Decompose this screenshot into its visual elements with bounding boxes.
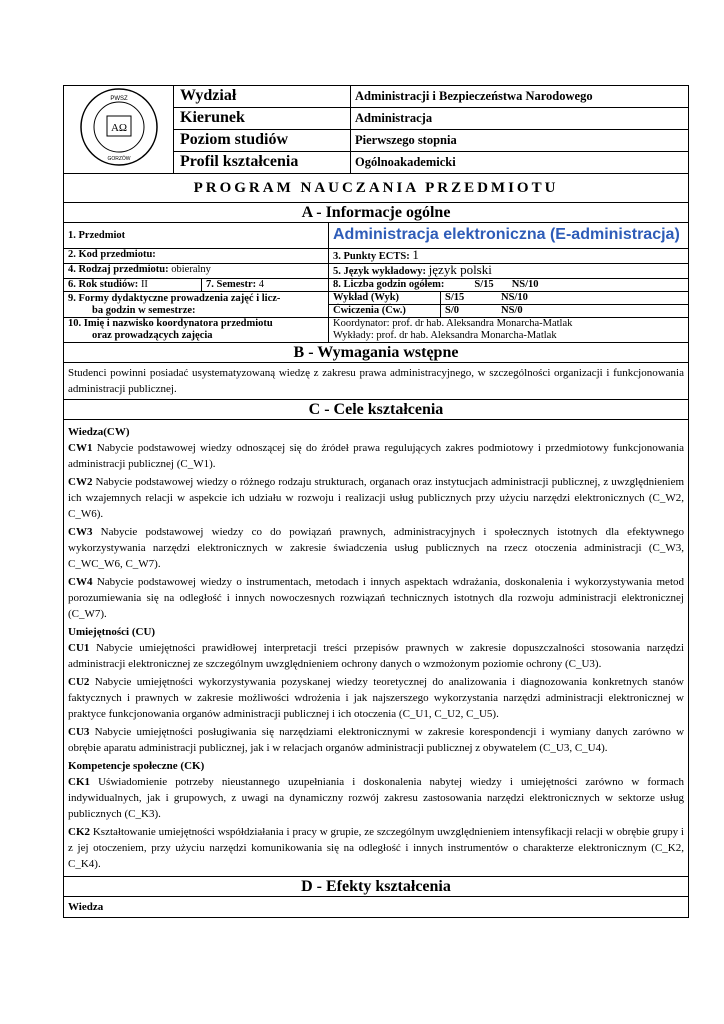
- seal-icon: [71, 86, 167, 168]
- header-key: Profil kształcenia: [174, 152, 351, 174]
- jezyk-label: 5. Język wykładowy:: [333, 266, 427, 277]
- header-value: Pierwszego stopnia: [351, 130, 689, 152]
- wyklad-s: S/15: [445, 292, 465, 303]
- goal-item: CW4 Nabycie podstawowej wiedzy o instrumentach, metodach i innych aspektach wdrażania, doskonalenia i wykorzystywania metod porozumiewania się na odległość i innych nowoczesnych rozwiązań technicznych istotnych dla rozwoju administracji elektronicznej (C_W7).: [68, 576, 684, 620]
- goal-item: CK2 Kształtowanie umiejętności współdziałania i pracy w grupie, ze szczególnym uwzględnieniem intensyfikacji relacji w obrębie grupy i z jej otoczeniem, przy użyciu narzędzi komunikowania się na odległość i innych instrumentów o charakterze elektronicznym (C_K2, C_K4).: [68, 826, 684, 870]
- kod-label: 2. Kod przedmiotu:: [64, 249, 329, 264]
- goal-item: CK1 Uświadomienie potrzeby nieustannego uzupełniania i doskonalenia nabytej wiedzy i umiejętności zarówno w formach indywidualnych, jak i grupowych, z uwagi na dynamiczny rozwój zakresu zastosowania narzędzi elektronicznych w sektorze usług publicznych (C_K3).: [68, 776, 685, 820]
- umiejetnosci-heading: Umiejętności (CU): [68, 626, 156, 638]
- semestr-value: 4: [258, 279, 265, 290]
- section-d-table: [63, 876, 689, 918]
- koord-line-1: Koordynator: prof. dr hab. Aleksandra Monarcha-Matlak: [333, 318, 573, 329]
- formy-label: 9. Formy dydaktyczne prowadzenia zajęć i licz-: [68, 292, 281, 304]
- section-d-title: D - Efekty kształcenia: [64, 877, 689, 897]
- header-value: Administracja: [351, 108, 689, 130]
- section-b-table: [63, 342, 689, 400]
- cw-ns: NS/0: [501, 305, 523, 316]
- ects-value: 1: [412, 247, 419, 262]
- university-seal: [64, 86, 174, 174]
- semestr-label: 7. Semestr:: [206, 279, 257, 290]
- goal-item: CU3 Nabycie umiejętności posługiwania się narzędziami elektronicznymi w zakresie korespondencji i wymiany danych zarówno w obrębie aparatu administracji publicznej, jak i w relacjach organów administracji publicznej z obywatelem (C_U3, C_U4).: [68, 726, 685, 754]
- kompetencje-heading: Kompetencje społeczne (CK): [68, 760, 205, 772]
- godziny-label: 8. Liczba godzin ogółem:: [333, 279, 445, 290]
- header-key: Kierunek: [174, 108, 351, 130]
- goal-item: CU1 Nabycie umiejętności prawidłowej interpretacji treści przepisów prawnych w zakresie dopuszczalności stosowania narzędzi administracji elektronicznej ze szczególnym uwzględnieniem ochrony danych o wzmożonym poziomie ochrony (C_U3).: [68, 642, 684, 670]
- godziny-ns: NS/10: [511, 279, 539, 290]
- section-b-title: B - Wymagania wstępne: [64, 343, 689, 363]
- header-key: Poziom studiów: [174, 130, 351, 152]
- wyklad-ns: NS/10: [501, 292, 528, 303]
- section-c-title: C - Cele kształcenia: [64, 400, 689, 420]
- header-table: [63, 85, 689, 174]
- header-value: Administracji i Bezpieczeństwa Narodowego: [351, 86, 689, 108]
- section-c-body: [64, 420, 689, 877]
- koord-line-2: Wykłady: prof. dr hab. Aleksandra Monarcha-Matlak: [333, 330, 557, 341]
- koord-label: 10. Imię i nazwisko koordynatora przedmiotu: [68, 318, 273, 329]
- section-a-table: [63, 222, 689, 343]
- goal-item: CW2 Nabycie podstawowej wiedzy o różnego rodzaju strukturach, organach oraz instytucjach administracji publicznej, z uwzględnieniem ich wzajemnych relacji w aspekcie ich udziału w rozwoju i realizacji usług publicznych przy użyciu narzędzi elektronicznych (C_W2, C_W6).: [68, 476, 685, 520]
- header-value: Ogólnoakademicki: [351, 152, 689, 174]
- syllabus-document: [63, 85, 689, 918]
- course-name: Administracja elektroniczna (E-administracja): [333, 225, 680, 243]
- svg-text:GORZÓW: GORZÓW: [106, 156, 131, 162]
- ects-label: 3. Punkty ECTS:: [333, 251, 410, 262]
- rok-label: 6. Rok studiów:: [68, 279, 139, 290]
- cw-label: Ćwiczenia (Ćw.): [329, 305, 441, 318]
- goal-item: CW3 Nabycie podstawowej wiedzy co do powiązań prawnych, administracyjnych i społecznych istotnych dla efektywnego wykorzystywania narzędzi elektronicznych w zakresie świadczenia usług publicznych na rzecz otoczenia administracji (C_W3, C_WC_W6, C_W7).: [68, 526, 684, 570]
- koord-label-2: oraz prowadzących zajęcia: [92, 330, 213, 341]
- wyklad-label: Wykład (Wyk): [329, 292, 441, 305]
- section-c-table: [63, 399, 689, 877]
- goal-item: CU2 Nabycie umiejętności wykorzystywania pozyskanej wiedzy teoretycznej do analizowania i diagnozowania konkretnych stanów faktycznych i prawnych w zakresie możliwości wdrożenia i jak najszerszego wykorzystania narzędzi administracji elektronicznej w praktyce funkcjonowania organów administracji publicznej i ich otoczenia (C_U1, C_U2, C_U5).: [68, 676, 684, 720]
- cw-s: S/0: [445, 305, 460, 316]
- goal-item: CW1 Nabycie podstawowej wiedzy odnoszącej się do źródeł prawa regulujących zakres podmiotowy i przedmiotowy funkcjonowania administracji publicznej (C_W1).: [68, 442, 685, 470]
- przedmiot-label: 1. Przedmiot: [64, 223, 329, 249]
- rodzaj-label: 4. Rodzaj przedmiotu:: [68, 264, 169, 275]
- rodzaj-value: obieralny: [171, 264, 211, 275]
- section-b-text: Studenci powinni posiadać usystematyzowaną wiedzę z zakresu prawa administracyjnego, w szczególności organizacji i funkcjonowania administracji publicznej.: [64, 363, 689, 400]
- wiedza-heading: Wiedza(CW): [68, 426, 130, 438]
- svg-text:PWSZ: PWSZ: [109, 96, 128, 102]
- section-d-wiedza: Wiedza: [64, 897, 689, 918]
- formy-label-2: ba godzin w semestrze:: [92, 304, 196, 316]
- program-title-table: [63, 173, 689, 223]
- godziny-s: S/15: [474, 279, 494, 290]
- jezyk-value: język polski: [428, 262, 492, 277]
- section-a-title: A - Informacje ogólne: [64, 203, 689, 223]
- rok-value: II: [140, 279, 148, 290]
- svg-text:AΩ: AΩ: [110, 122, 127, 134]
- header-key: Wydział: [174, 86, 351, 108]
- program-title: PROGRAM NAUCZANIA PRZEDMIOTU: [64, 174, 689, 203]
